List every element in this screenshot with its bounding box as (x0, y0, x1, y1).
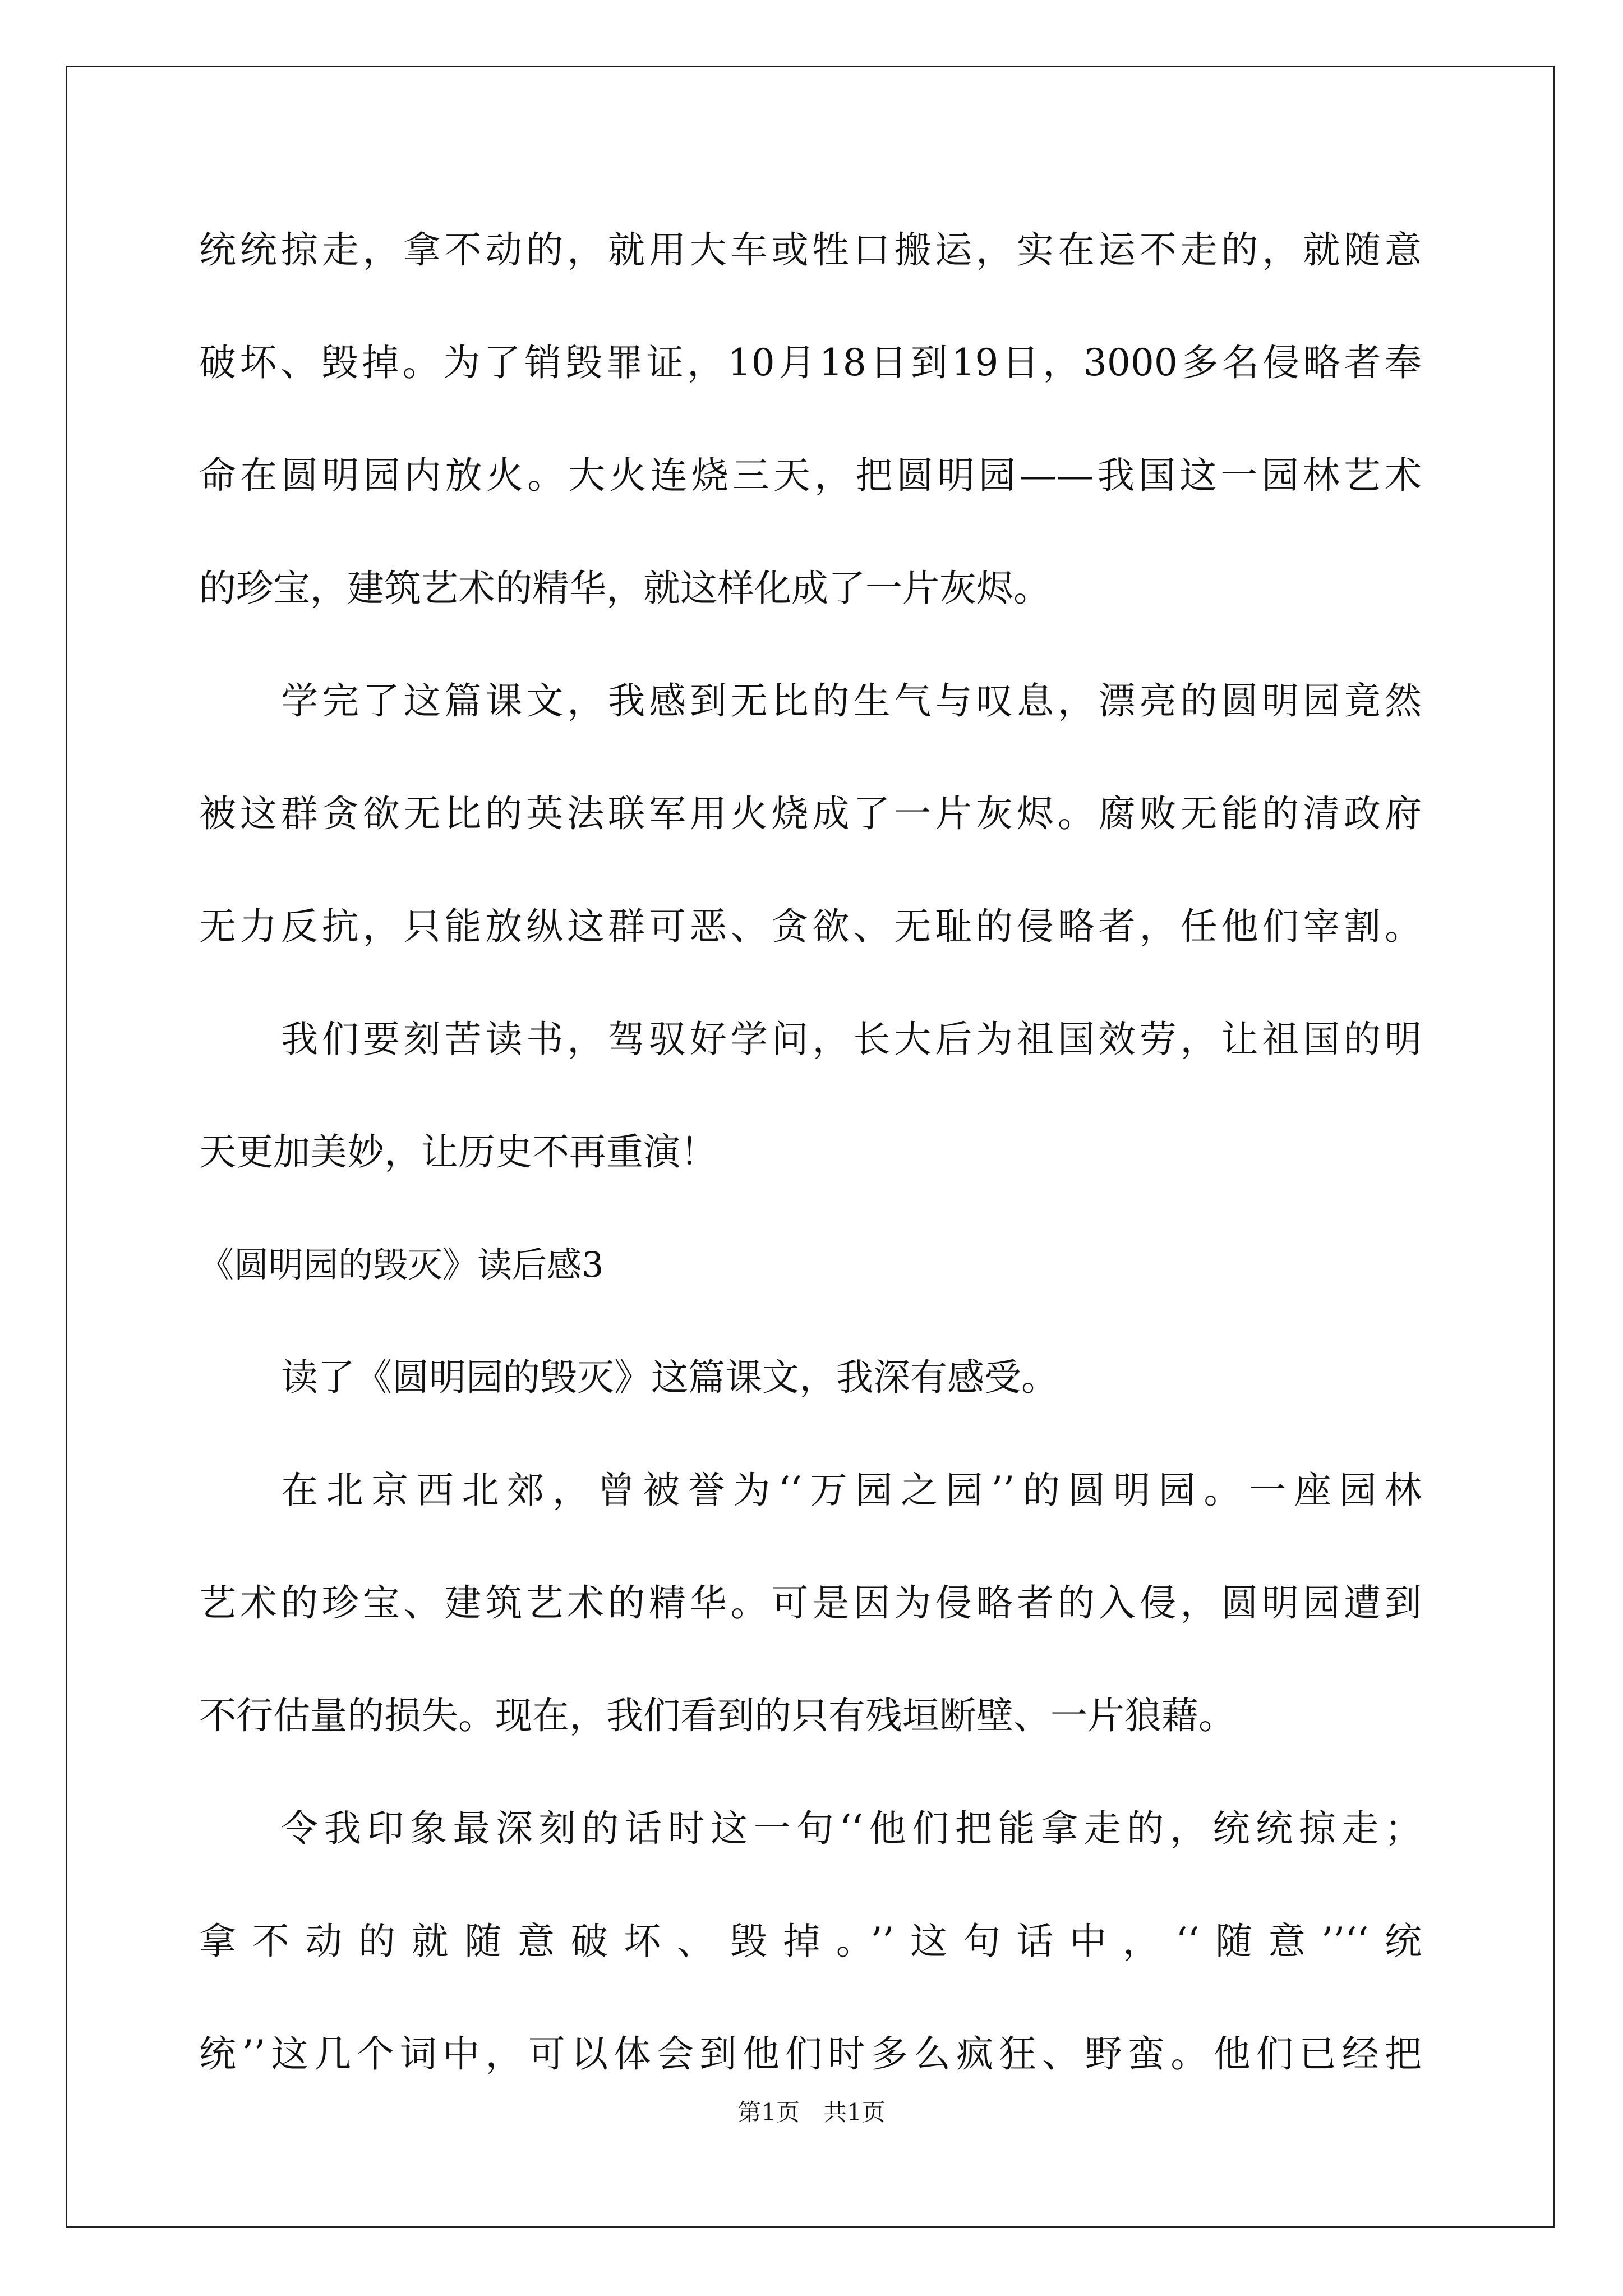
paragraph-line: 命在圆明园内放火。大火连烧三天，把圆明园——我国这一园林艺术 (199, 454, 1422, 497)
paragraph-line: 拿不动的就随意破坏、毁掉。’’这句话中，‘‘随意’’‘‘统 (199, 1920, 1422, 1963)
document-body (199, 194, 1422, 2110)
page-footer: 第1页 共1页 (737, 2099, 886, 2126)
paragraph-line: 统’’这几个词中，可以体会到他们时多么疯狂、野蛮。他们已经把 (199, 2032, 1422, 2076)
paragraph-line: 破坏、毁掉。为了销毁罪证，10月18日到19日，3000多名侵略者奉 (199, 341, 1422, 384)
paragraph-line: 天更加美妙，让历史不再重演！ (199, 1130, 717, 1174)
paragraph-line: 无力反抗，只能放纵这群可恶、贪欲、无耻的侵略者，任他们宰割。 (199, 905, 1422, 948)
paragraph-line: 不行估量的损失。现在，我们看到的只有残垣断壁、一片狼藉。 (199, 1694, 1235, 1737)
paragraph-line: 令我印象最深刻的话时这一句‘‘他们把能拿走的，统统掠走； (281, 1807, 1422, 1850)
paragraph-line: 学完了这篇课文，我感到无比的生气与叹息，漂亮的圆明园竟然 (281, 679, 1422, 723)
paragraph-line: 被这群贪欲无比的英法联军用火烧成了一片灰烬。腐败无能的清政府 (199, 792, 1422, 835)
section-heading: 《圆明园的毁灭》读后感3 (199, 1244, 604, 1285)
paragraph-line: 读了《圆明园的毁灭》这篇课文，我深有感受。 (281, 1356, 1058, 1399)
paragraph-line: 艺术的珍宝、建筑艺术的精华。可是因为侵略者的入侵，圆明园遭到 (199, 1581, 1422, 1625)
paragraph-line: 的珍宝，建筑艺术的精华，就这样化成了一片灰烬。 (199, 567, 1050, 610)
paragraph-line: 在北京西北郊，曾被誉为‘‘万园之园’’的圆明园。一座园林 (281, 1469, 1422, 1512)
paragraph-line: 统统掠走，拿不动的，就用大车或牲口搬运，实在运不走的，就随意 (199, 228, 1422, 272)
paragraph-line: 我们要刻苦读书，驾驭好学问，长大后为祖国效劳，让祖国的明 (281, 1018, 1422, 1061)
